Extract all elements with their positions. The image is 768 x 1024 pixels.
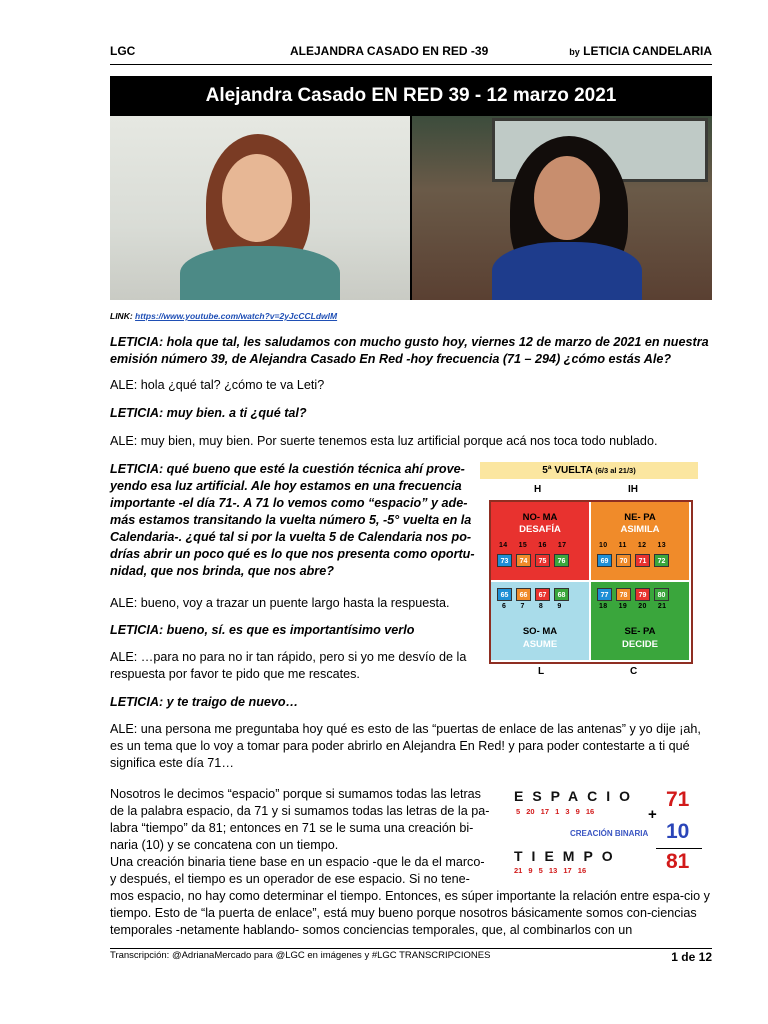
paragraph-8: ALE: …para no para no ir tan rápido, pero si yo me desvío de la respuesta por favor te pido que me rescates. — [110, 650, 467, 681]
calendar-cell: 74 — [516, 554, 531, 567]
calendar-cell: 68 — [554, 588, 569, 601]
paragraph-1: LETICIA: hola que tal, les saludamos con mucho gusto hoy, viernes 12 de marzo de 2021 en nuestra emisión número 39, de Alejandra Casado En Red -hoy frecuencia (71 – 294) ¿cómo estás Ale? — [110, 335, 709, 366]
page-footer — [110, 950, 712, 964]
calendar-cell: 70 — [616, 554, 631, 567]
vuelta-calendar-diagram — [480, 462, 698, 684]
calendar-grid — [489, 500, 693, 664]
calendar-cell: 72 — [654, 554, 669, 567]
calendar-range: (6/3 al 21/3) — [595, 466, 636, 475]
video-link — [110, 311, 337, 321]
video-participant-right — [412, 116, 712, 300]
paragraph-4: ALE: muy bien, muy bien. Por suerte tenemos esta luz artificial porque acá nos toca todo nublado. — [110, 434, 658, 448]
video-thumbnail — [110, 76, 712, 300]
paragraph-7: LETICIA: bueno, sí. es que es importantísimo verlo — [110, 623, 415, 637]
paragraph-5: LETICIA: qué bueno que esté la cuestión técnica ahí prove-yendo esa luz artificial. Ale hoy estamos en una frecuencia importante -el día 71-. A 71 lo vemos como “espacio” y ade-más estamos transitando la vuelta número 5, -5° vuelta en la Calendaria-. ¿qué tal si por la vuelta 5 de Calendaria nos po-drías abrir un poco qué es lo que nos presenta como oportu-nidad, que nos brinda, que nos abre? — [110, 462, 475, 578]
quadrant-day-numbers: 14 15 16 17 — [499, 542, 567, 549]
sum-line — [656, 848, 702, 849]
quadrant-day-numbers: 6 7 8 9 — [502, 603, 562, 610]
paragraph-12: Una creación binaria tiene base en un espacio -que le da el marco- y después, el tiempo es un operador de ese espacio. Si no tene- — [110, 855, 485, 886]
header-by: by — [569, 47, 580, 57]
calendar-title — [480, 462, 698, 479]
calendar-cell: 79 — [635, 588, 650, 601]
paragraph-2: ALE: hola ¿qué tal? ¿cómo te va Leti? — [110, 378, 325, 392]
header-author — [569, 44, 712, 58]
footer-credit: Transcripción: @AdrianaMercado para @LGC en imágenes y #LGC TRANSCRIPCIONES — [110, 950, 491, 961]
calendar-cell: 77 — [597, 588, 612, 601]
calendar-cell: 75 — [535, 554, 550, 567]
calendar-cell: 71 — [635, 554, 650, 567]
quadrant-verb: ASIMILA — [620, 524, 660, 535]
video-participant-left — [110, 116, 410, 300]
calendar-cell: 69 — [597, 554, 612, 567]
video-title: Alejandra Casado EN RED 39 - 12 marzo 2021 — [205, 85, 617, 106]
calendar-bottom-label-left: L — [538, 666, 545, 677]
page-number: 1 de 12 — [671, 950, 712, 964]
link-label: LINK: — [110, 311, 133, 321]
quadrant-verb: DESAFÍA — [519, 524, 561, 535]
quadrant-so-ma — [491, 582, 589, 660]
calendar-bottom-label-right: C — [630, 666, 638, 677]
quadrant-name: SO- MA — [522, 626, 558, 637]
quadrant-day-numbers: 10 11 12 13 — [599, 542, 666, 549]
youtube-link[interactable]: https://www.youtube.com/watch?v=2yJcCCLdwlM — [135, 311, 338, 321]
quadrant-name: SE- PA — [624, 626, 656, 637]
page-header — [110, 44, 712, 62]
espacio-tiempo-figure — [508, 786, 708, 878]
calendar-title-text: 5ª VUELTA — [542, 465, 593, 476]
calendar-cell: 66 — [516, 588, 531, 601]
header-left: LGC — [110, 44, 136, 58]
header-author-name: LETICIA CANDELARIA — [583, 44, 712, 58]
calendar-top-label-left: H — [534, 484, 542, 495]
paragraph-3: LETICIA: muy bien. a ti ¿qué tal? — [110, 406, 307, 420]
calendar-cell: 65 — [497, 588, 512, 601]
value-71: 71 — [666, 788, 690, 811]
calendar-cell: 73 — [497, 554, 512, 567]
quadrant-se-pa — [591, 582, 689, 660]
calendar-top-label-right: IH — [628, 484, 638, 495]
footer-divider — [110, 948, 712, 949]
paragraph-10: ALE: una persona me preguntaba hoy qué es esto de las “puertas de enlace de las antenas” y yo dije ¡ah, es un tema que lo voy a tomar para poder abrirlo en Alejandra En Red! y para poder contestarte a ti qué significa este día 71… — [110, 722, 701, 770]
quadrant-no-ma — [491, 502, 589, 580]
calendar-cell: 76 — [554, 554, 569, 567]
calendar-cell: 80 — [654, 588, 669, 601]
value-81: 81 — [666, 850, 690, 873]
espacio-letter-values: 5 20 17 1 3 9 16 — [516, 807, 595, 816]
paragraph-13: mos espacio, no hay como determinar el tiempo. Entonces, es súper importante la relación entre espa-cio y tiempo. Esto de “la puerta de enlace”, está muy bueno porque nosotros básicamente somos con-ciencias temporales -netamente hablando- somos conciencias temporales, que, al combinarlos con un — [110, 889, 710, 937]
binary-creation-label: CREACIÓN BINARIA — [570, 829, 649, 838]
calendar-cell: 67 — [535, 588, 550, 601]
tiempo-letter-values: 21 9 5 13 17 16 — [514, 866, 587, 875]
quadrant-name: NO- MA — [522, 512, 558, 523]
quadrant-day-numbers: 18 19 20 21 — [599, 603, 667, 610]
calendar-cell: 78 — [616, 588, 631, 601]
word-espacio: ESPACIO — [514, 788, 639, 804]
word-tiempo: TIEMPO — [514, 848, 622, 864]
paragraph-11: Nosotros le decimos “espacio” porque si sumamos todas las letras de la palabra espacio, da 71 y si sumamos todas las letras de la pa-labra “tiempo” da 81; entonces en 71 se le suma una creación bi-naria (10) y se concatena con un tiempo. — [110, 787, 490, 852]
plus-sign: + — [648, 806, 657, 823]
header-title: ALEJANDRA CASADO EN RED -39 — [290, 44, 489, 58]
quadrant-name: NE- PA — [624, 512, 656, 523]
quadrant-ne-pa — [591, 502, 689, 580]
value-10: 10 — [666, 820, 690, 843]
paragraph-6: ALE: bueno, voy a trazar un puente largo hasta la respuesta. — [110, 596, 450, 610]
quadrant-verb: ASUME — [522, 639, 558, 650]
paragraph-9: LETICIA: y te traigo de nuevo… — [110, 695, 299, 709]
header-divider — [110, 64, 712, 65]
quadrant-verb: DECIDE — [622, 639, 658, 650]
